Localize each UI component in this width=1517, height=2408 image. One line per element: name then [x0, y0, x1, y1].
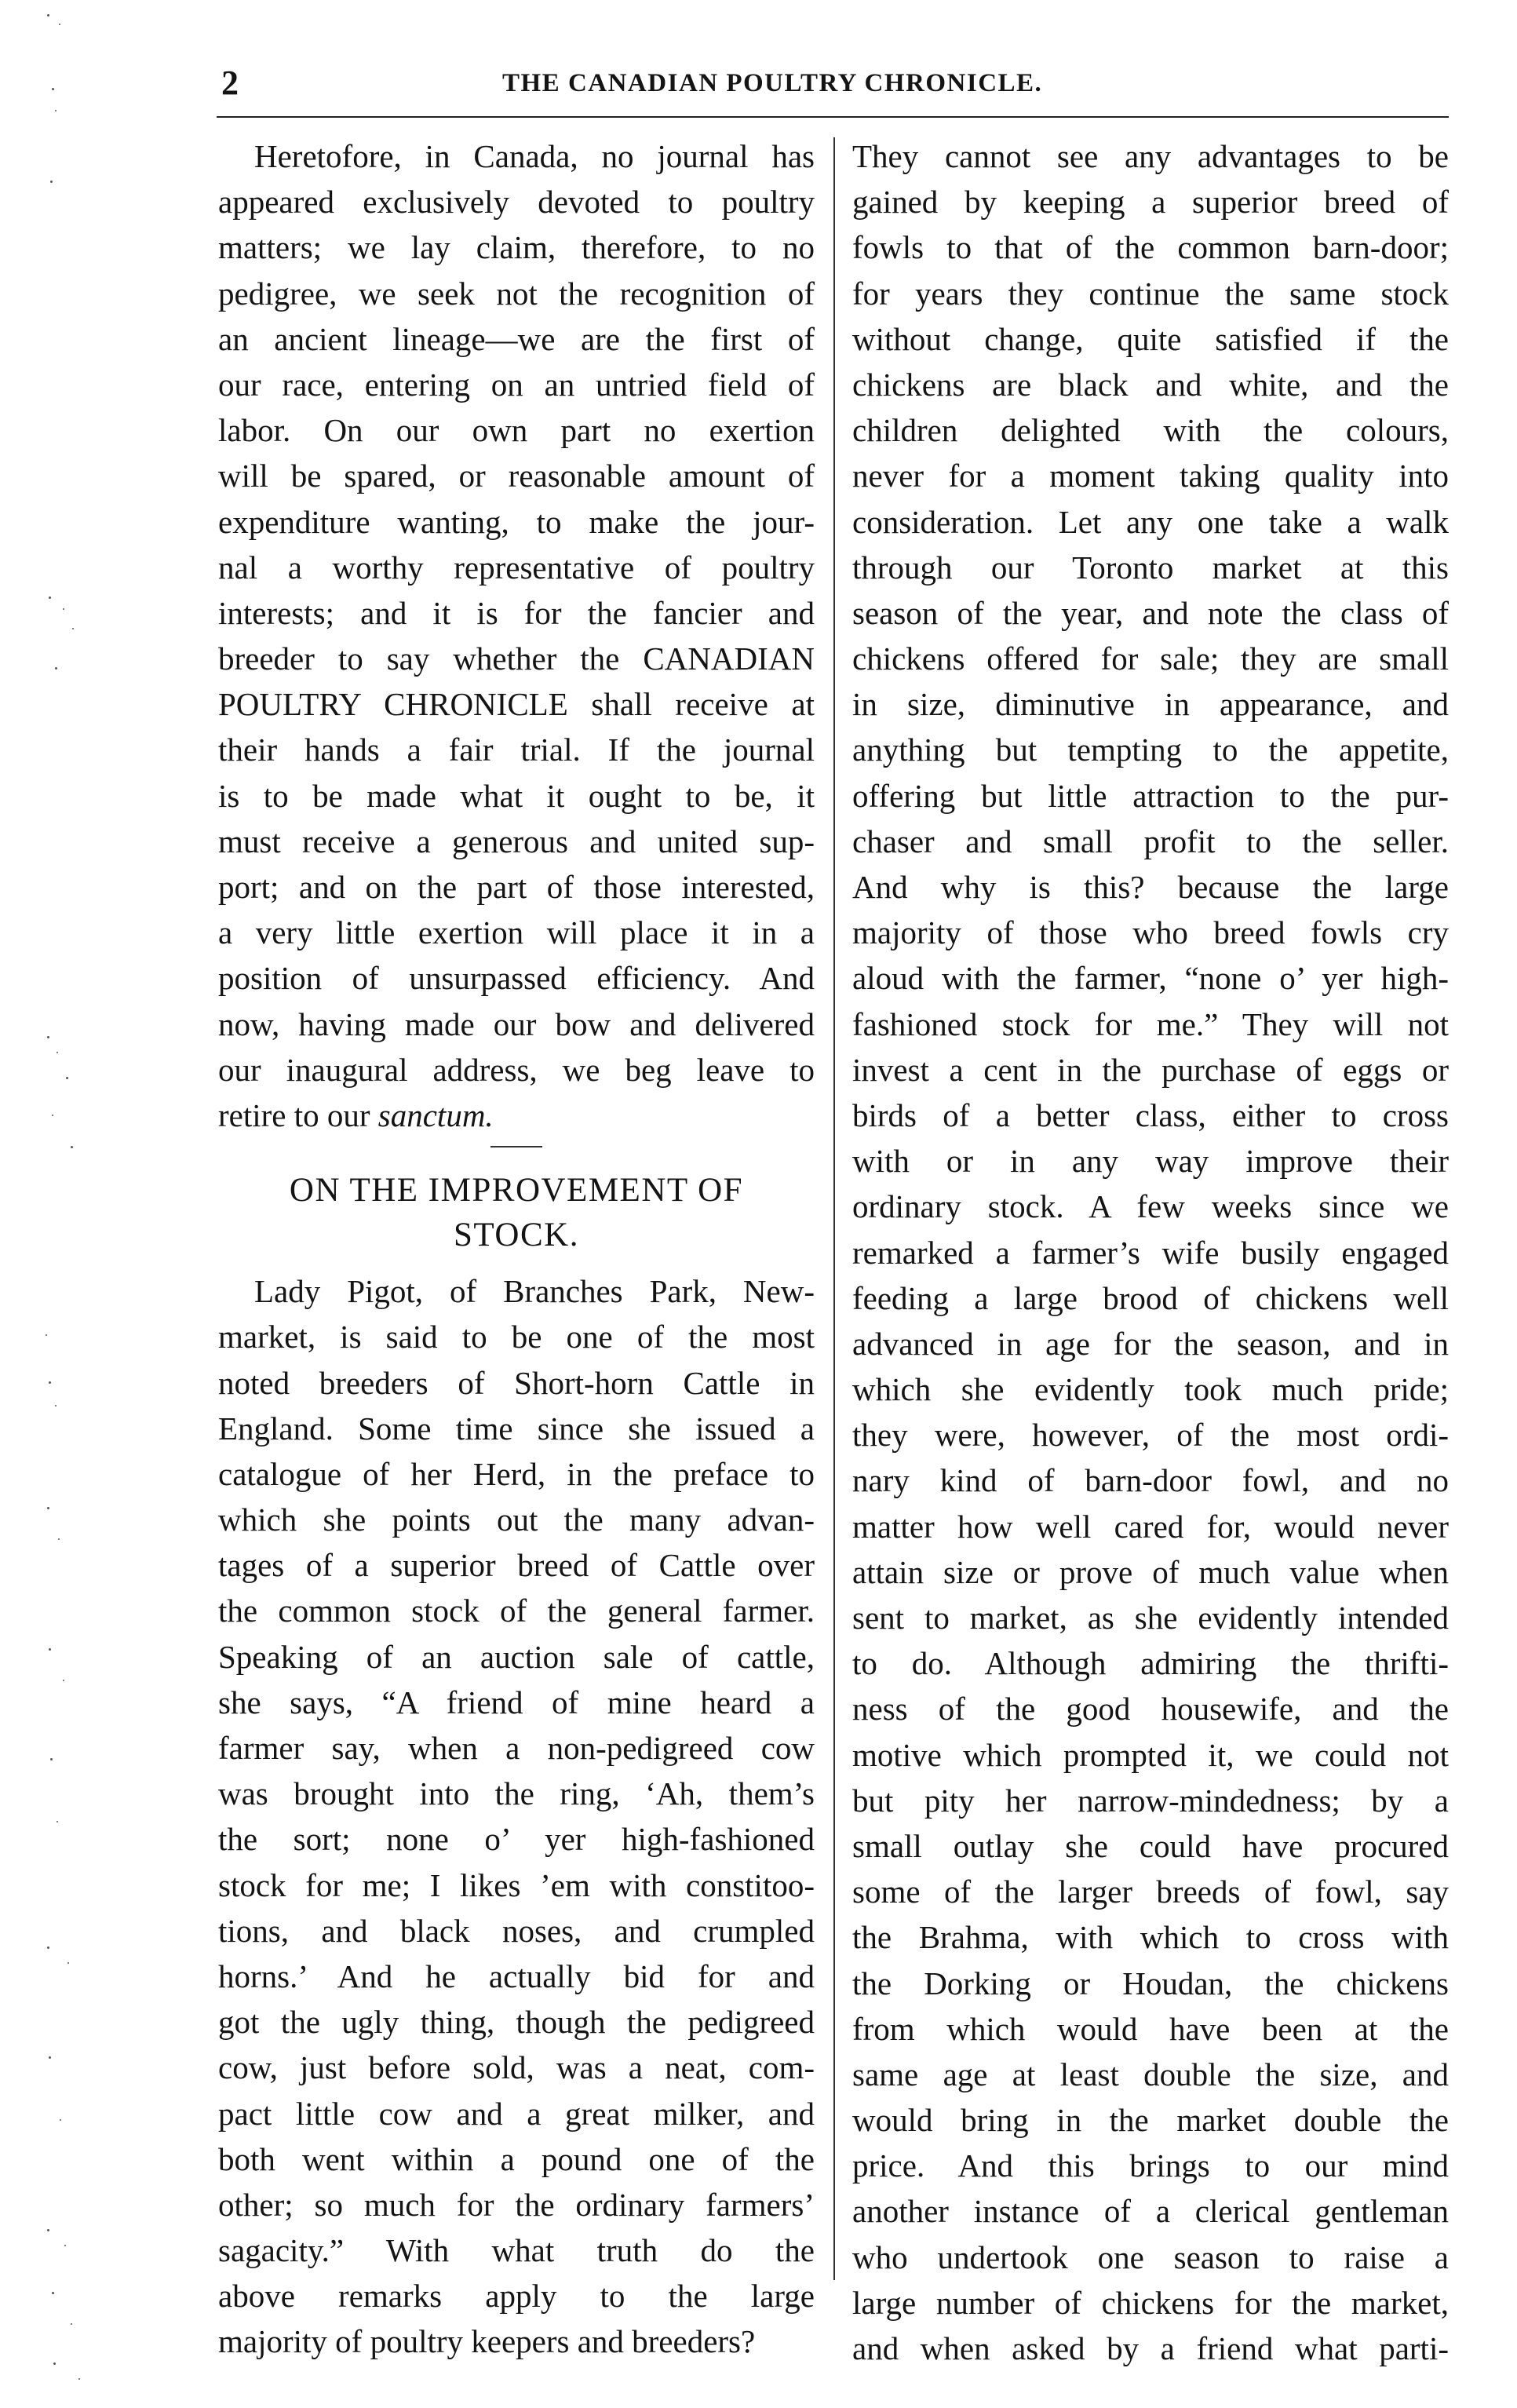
text-line: breeder to say whether the CANADIAN	[218, 640, 815, 677]
scan-speckle	[67, 1962, 69, 1964]
text-line: offering but little attraction to the pur-	[852, 777, 1449, 814]
scan-speckle	[72, 628, 74, 629]
scan-speckle	[53, 2362, 56, 2365]
title-spacer	[218, 1257, 815, 1268]
right-column	[852, 133, 1449, 2371]
text-line: ordinary stock. A few weeks since we	[852, 1188, 1449, 1225]
text-line: our inaugural address, we beg leave to	[218, 1051, 815, 1088]
text-line: tages of a superior breed of Cattle over	[218, 1547, 815, 1584]
text-line: anything but tempting to the appetite,	[852, 732, 1449, 768]
text-line: from which would have been at the	[852, 2010, 1449, 2047]
text-line: attain size or prove of much value when	[852, 1553, 1449, 1590]
text-line: chickens are black and white, and the	[852, 366, 1449, 403]
text-line: expenditure wanting, to make the jour-	[218, 503, 815, 540]
text-line: our race, entering on an untried field of	[218, 366, 815, 403]
text-line: but pity her narrow-mindedness; by a	[852, 1782, 1449, 1819]
text-line: the common stock of the general farmer.	[218, 1593, 815, 1629]
text-line: market, is said to be one of the most	[218, 1319, 815, 1355]
text-line: now, having made our bow and delivered	[218, 1005, 815, 1042]
text-line: fashioned stock for me.” They will not	[852, 1005, 1449, 1042]
text-line: their hands a fair trial. If the journal	[218, 732, 815, 768]
text-line: nary kind of barn-door fowl, and no	[852, 1462, 1449, 1499]
text-line: both went within a pound one of the	[218, 2140, 815, 2177]
text-line: matter how well cared for, would never	[852, 1508, 1449, 1545]
section-separator	[490, 1146, 542, 1147]
text-line: which she evidently took much pride;	[852, 1371, 1449, 1408]
text-line: chickens offered for sale; they are small	[852, 640, 1449, 677]
text-line: nal a worthy representative of poultry	[218, 549, 815, 586]
text-line: got the ugly thing, though the pedigreed	[218, 2004, 815, 2041]
text-line: They cannot see any advantages to be	[852, 138, 1449, 174]
left-column	[218, 133, 815, 2365]
text-line: catalogue of her Herd, in the preface to	[218, 1455, 815, 1492]
text-line: stock for me; I likes ’em with constitoo-	[218, 1866, 815, 1903]
text-line: is to be made what it ought to be, it	[218, 777, 815, 814]
text-line: same age at least double the size, and	[852, 2056, 1449, 2092]
intro-final-italic: sanctum.	[377, 1096, 494, 1133]
text-line: birds of a better class, either to cross	[852, 1096, 1449, 1133]
text-line: England. Some time since she issued a	[218, 1410, 815, 1447]
text-line: ness of the good housewife, and the	[852, 1691, 1449, 1728]
text-line: the sort; none o’ yer high-fashioned	[218, 1821, 815, 1858]
scan-speckle	[59, 24, 60, 25]
text-line: advanced in age for the season, and in	[852, 1325, 1449, 1362]
scan-speckle	[49, 597, 51, 599]
text-line: large number of chickens for the market,	[852, 2284, 1449, 2321]
text-line: gained by keeping a superior breed of	[852, 184, 1449, 221]
text-line: some of the larger breeds of fowl, say	[852, 1873, 1449, 1910]
text-line: fowls to that of the common barn-door;	[852, 229, 1449, 266]
text-line: price. And this brings to our mind	[852, 2147, 1449, 2184]
scan-speckle	[55, 1405, 57, 1406]
intro-final-line	[218, 1093, 815, 1138]
text-line: she says, “A friend of mine heard a	[218, 1684, 815, 1720]
section-title-line-2: STOCK.	[454, 1217, 579, 1254]
text-line: And why is this? because the large	[852, 869, 1449, 905]
scan-speckle	[49, 2056, 51, 2059]
text-line: another instance of a clerical gentleman	[852, 2193, 1449, 2230]
scan-speckle	[49, 1648, 51, 1651]
scan-speckle	[60, 2119, 61, 2121]
intro-final-text: retire to our	[218, 1096, 378, 1133]
text-line: sagacity.” With what truth do the	[218, 2232, 815, 2269]
section-title-line-1: ON THE IMPROVEMENT OF	[289, 1172, 744, 1209]
text-line: children delighted with the colours,	[852, 412, 1449, 449]
text-line: majority of poultry keepers and breeders?	[218, 2323, 756, 2360]
text-line: other; so much for the ordinary farmers’	[218, 2186, 815, 2223]
scan-speckle	[64, 2245, 66, 2246]
text-line: position of unsurpassed efficiency. And	[218, 960, 815, 997]
text-line: the Dorking or Houdan, the chickens	[852, 1965, 1449, 2001]
scan-speckle	[57, 1821, 58, 1822]
text-line: never for a moment taking quality into	[852, 458, 1449, 494]
scan-speckle	[47, 1946, 49, 1949]
text-line: pact little cow and a great milker, and	[218, 2095, 815, 2132]
text-line: must receive a generous and united sup-	[218, 823, 815, 859]
text-line: a very little exertion will place it in a	[218, 914, 815, 951]
text-line: pedigree, we seek not the recognition of	[218, 275, 815, 312]
column-divider	[833, 137, 835, 2280]
text-line: who undertook one season to raise a	[852, 2238, 1449, 2275]
scan-speckle	[71, 2323, 72, 2325]
text-line: with or in any way improve their	[852, 1143, 1449, 1180]
text-line: chaser and small profit to the seller.	[852, 823, 1449, 859]
text-line: will be spared, or reasonable amount of	[218, 458, 815, 494]
text-line: season of the year, and note the class of	[852, 594, 1449, 631]
scan-speckle	[52, 1115, 53, 1116]
article-paragraph	[218, 1268, 815, 2365]
running-head: THE CANADIAN POULTRY CHRONICLE.	[502, 69, 1043, 97]
text-line: horns.’ And he actually bid for and	[218, 1957, 815, 1994]
text-line: interests; and it is for the fancier and	[218, 594, 815, 631]
page-number: 2	[221, 64, 239, 102]
scan-speckle	[57, 1052, 58, 1053]
scan-speckle	[63, 608, 64, 610]
text-line: through our Toronto market at this	[852, 549, 1449, 586]
scan-speckle	[66, 1077, 68, 1079]
text-line: small outlay she could have procured	[852, 1827, 1449, 1864]
text-line: they were, however, of the most ordi-	[852, 1417, 1449, 1454]
scan-speckle	[52, 88, 54, 90]
scan-speckle	[71, 1146, 73, 1148]
scan-speckle	[49, 1381, 51, 1384]
text-line: tions, and black noses, and crumpled	[218, 1912, 815, 1949]
scan-speckle	[58, 1538, 60, 1540]
text-line: labor. On our own part no exertion	[218, 412, 815, 449]
text-line: which she points out the many advan-	[218, 1501, 815, 1538]
text-line: feeding a large brood of chickens well	[852, 1279, 1449, 1316]
text-line: Lady Pigot, of Branches Park, New-	[254, 1273, 815, 1310]
text-line: noted breeders of Short-horn Cattle in	[218, 1364, 815, 1401]
scan-speckle	[47, 1507, 49, 1509]
text-line: invest a cent in the purchase of eggs or	[852, 1051, 1449, 1088]
text-line: POULTRY CHRONICLE shall receive at	[218, 686, 815, 723]
text-line: above remarks apply to the large	[218, 2278, 815, 2315]
text-line: for years they continue the same stock	[852, 275, 1449, 312]
text-line: the Brahma, with which to cross with	[852, 1919, 1449, 1956]
text-line: majority of those who breed fowls cry	[852, 914, 1449, 951]
scan-speckle	[63, 1680, 64, 1681]
text-line: and when asked by a friend what parti-	[852, 2330, 1449, 2366]
text-line: Speaking of an auction sale of cattle,	[218, 1638, 815, 1675]
header-rule	[217, 116, 1449, 118]
scan-speckle	[78, 2378, 80, 2380]
text-line: farmer say, when a non-pedigreed cow	[218, 1730, 815, 1766]
text-line: consideration. Let any one take a walk	[852, 503, 1449, 540]
text-line: appeared exclusively devoted to poultry	[218, 184, 815, 221]
text-line: Heretofore, in Canada, no journal has	[254, 138, 815, 174]
scan-speckle	[50, 1758, 53, 1760]
scan-speckle	[47, 14, 49, 16]
scan-speckle	[47, 2229, 49, 2231]
scan-speckle	[55, 667, 57, 669]
text-line: aloud with the farmer, “none o’ yer high-	[852, 960, 1449, 997]
text-line: to do. Although admiring the thrifti-	[852, 1645, 1449, 1682]
text-line: was brought into the ring, ‘Ah, them’s	[218, 1775, 815, 1812]
text-line: sent to market, as she evidently intended	[852, 1600, 1449, 1636]
text-line: matters; we lay claim, therefore, to no	[218, 229, 815, 266]
scan-speckle	[52, 2292, 54, 2294]
text-line: port; and on the part of those interested,	[218, 869, 815, 905]
intro-paragraph	[218, 133, 815, 1093]
continued-paragraph	[852, 133, 1449, 2371]
text-line: in size, diminutive in appearance, and	[852, 686, 1449, 723]
text-line: remarked a farmer’s wife busily engaged	[852, 1234, 1449, 1271]
scan-speckle	[46, 1334, 47, 1336]
text-line: would bring in the market double the	[852, 2102, 1449, 2139]
text-line: motive which prompted it, we could not	[852, 1736, 1449, 1773]
text-line: without change, quite satisfied if the	[852, 320, 1449, 357]
text-line: an ancient lineage—we are the first of	[218, 320, 815, 357]
scan-speckle	[47, 1036, 49, 1038]
scan-speckle	[55, 110, 57, 111]
scan-speckle	[50, 181, 53, 183]
text-line: cow, just before sold, was a neat, com-	[218, 2049, 815, 2086]
